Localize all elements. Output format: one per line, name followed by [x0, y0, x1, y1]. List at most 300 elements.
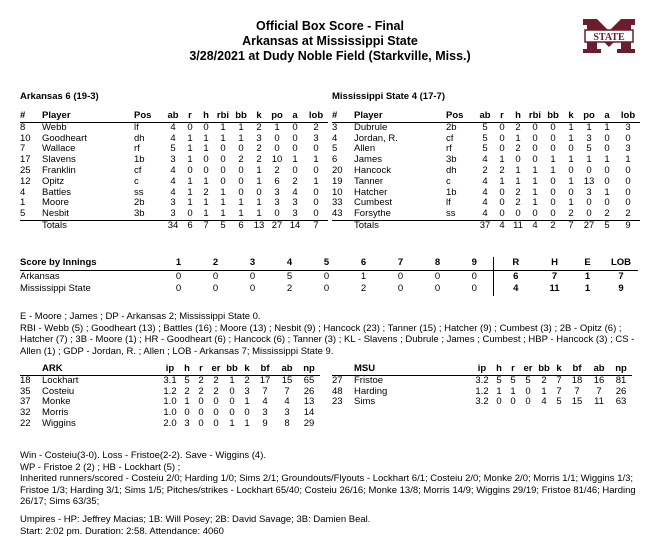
column-header: np [298, 364, 320, 375]
rhe-value: 6 [493, 270, 538, 283]
rbi-note: RBI - Webb (5) ; Goodheart (13) ; Battles (16) ; Moore (13) ; Nesbit (9) ; Hancock (23) ; Tanner (15) ; Hatcher (9) ; Cumbest (3) ; 2B - Opitz (6) ; [20, 322, 622, 334]
table-cell: 43 [332, 208, 343, 220]
inning-runs: 1 [360, 270, 367, 282]
column-header: Pos [134, 111, 164, 122]
table-cell: Lockhart [42, 374, 79, 386]
column-header: rbi [526, 111, 544, 122]
table-cell: Cumbest [354, 197, 393, 209]
table-cell: 0 [625, 197, 631, 209]
table-cell: 1 [568, 132, 574, 144]
page-title: Official Box Score - Final [256, 19, 404, 33]
table-cell: 2 [256, 121, 262, 133]
table-cell: 1 [550, 164, 556, 176]
table-cell: 1 [184, 396, 190, 408]
table-cell: 4 [170, 164, 176, 176]
table-cell: Webb [42, 121, 67, 133]
table-cell: 29 [303, 417, 315, 429]
table-cell: 1 [568, 197, 574, 209]
table-cell: Fristoe [354, 374, 384, 386]
inning-runs: 0 [323, 283, 330, 295]
table-cell: 1 [220, 186, 226, 198]
table-cell: 3 [586, 186, 592, 198]
team-name: Mississippi State [20, 283, 91, 295]
pitching-header-row [332, 364, 632, 375]
table-cell: 2 [198, 374, 204, 386]
table-cell: 0 [499, 186, 505, 198]
table-cell: 7 [556, 385, 562, 397]
table-cell: 0 [532, 143, 538, 155]
column-header: h [180, 364, 194, 375]
table-cell: Forsythe [354, 208, 391, 220]
table-cell: 2 [568, 208, 574, 220]
column-header: r [506, 364, 520, 375]
column-header: er [208, 364, 224, 375]
visitor-pitching-table [20, 364, 320, 430]
lob-note: Allen (1) ; GDP - Jordan, R. ; Allen ; LOB - Arkansas 7; Mississippi State 9. [20, 345, 334, 357]
table-cell: Dubrule [354, 121, 388, 133]
table-cell: 2 [625, 208, 631, 220]
inning-runs: 0 [471, 283, 477, 295]
player-row [20, 209, 328, 220]
table-cell: 5 [556, 396, 562, 408]
table-cell: Hatcher [354, 186, 388, 198]
player-row [20, 177, 328, 188]
column-header: r [182, 111, 198, 122]
table-cell: 0 [313, 143, 319, 155]
table-cell: 6 [332, 154, 338, 166]
table-cell: 1.0 [163, 407, 177, 419]
column-header: bb [224, 364, 240, 375]
table-cell: 1 [586, 154, 592, 166]
inning-runs: 0 [212, 283, 219, 295]
table-cell: 1 [568, 175, 574, 187]
column-header: rbi [214, 111, 232, 122]
totals-cell: 7 [304, 220, 328, 231]
table-cell: 1 [187, 175, 193, 187]
column-header: Pos [446, 111, 476, 122]
table-cell: 1 [515, 132, 521, 144]
table-cell: 0 [238, 186, 244, 198]
table-cell: 1 [220, 121, 226, 133]
table-cell: 1.0 [163, 396, 177, 408]
totals-cell: 13 [250, 220, 268, 231]
table-cell: 1 [203, 175, 209, 187]
table-cell: 22 [20, 417, 31, 429]
player-row [332, 177, 640, 188]
rhe-value: 4 [493, 283, 538, 296]
table-cell: 0 [220, 143, 226, 155]
table-cell: 0 [568, 143, 574, 155]
inning-header: 1 [160, 257, 197, 270]
table-cell: 10 [20, 132, 31, 144]
table-cell: 0 [238, 175, 244, 187]
table-cell: 0 [292, 164, 298, 176]
table-cell: lf [446, 197, 451, 209]
column-header: bb [232, 111, 250, 122]
table-cell: 2 [244, 374, 250, 386]
table-cell: 0 [550, 143, 556, 155]
table-cell: 1 [625, 154, 631, 166]
table-cell: 2 [515, 197, 521, 209]
table-cell: Wallace [42, 143, 76, 155]
table-cell: 0 [187, 164, 193, 176]
totals-cell [134, 220, 164, 231]
table-cell: 1 [532, 164, 538, 176]
rhe-value: 9 [618, 283, 624, 295]
column-header: po [580, 111, 598, 122]
table-cell: 0 [625, 164, 631, 176]
table-cell: 1 [313, 154, 319, 166]
column-header: bf [254, 364, 276, 375]
mississippi-state-logo [581, 17, 637, 55]
table-cell: 0 [586, 208, 592, 220]
table-cell: 25 [20, 164, 31, 176]
table-cell: 2 [515, 143, 521, 155]
table-cell: rf [134, 143, 140, 155]
table-cell: 0 [213, 407, 219, 419]
table-cell: 0 [313, 164, 319, 176]
inning-header: 9 [456, 257, 493, 270]
column-header: ab [588, 364, 610, 375]
table-cell: 1b [134, 154, 145, 166]
table-cell: 1 [604, 154, 610, 166]
errors-dp-note: E - Moore ; James ; DP - Arkansas 2; Mississippi State 0. [20, 311, 261, 322]
table-cell: 7 [556, 374, 562, 386]
team-name: Arkansas [20, 270, 60, 282]
table-cell: 3 [586, 132, 592, 144]
table-cell: 0 [220, 154, 226, 166]
table-cell: Monke [42, 396, 71, 408]
totals-cell: 11 [510, 220, 526, 231]
table-cell: 0 [532, 121, 538, 133]
column-header: np [610, 364, 632, 375]
player-row [332, 209, 640, 220]
innings-header-row [20, 257, 638, 270]
table-cell: Moore [42, 197, 69, 209]
table-cell: 0 [550, 132, 556, 144]
table-cell: 0 [499, 197, 505, 209]
column-header: k [250, 111, 268, 122]
table-cell: 1 [238, 132, 244, 144]
table-cell: 4 [332, 132, 338, 144]
table-cell: 0 [313, 208, 319, 220]
table-cell: 3.2 [475, 374, 489, 386]
table-cell: 0 [198, 417, 204, 429]
table-cell: 2 [256, 154, 262, 166]
table-cell: 1 [550, 154, 556, 166]
totals-cell: Totals [42, 220, 134, 231]
table-cell: 1 [274, 121, 280, 133]
table-cell: Costeiu [42, 385, 75, 397]
team-line-row [20, 283, 638, 296]
home-batting-table [332, 111, 640, 232]
totals-cell: 6 [182, 220, 198, 231]
table-cell: 0 [604, 164, 610, 176]
inherited-runners-note: Inherited runners/scored - Costeiu 2/0; Harding 1/0; Sims 2/1; Groundouts/Flyouts - Lockhart 6/1; Costeiu 2/0; Monke 2/0; Morris 1/1; Wiggins 1/3; [20, 473, 634, 484]
rhe-value: 7 [618, 270, 624, 282]
column-header: ip [472, 364, 492, 375]
rhe-value: 11 [549, 283, 560, 295]
wp-hb-note: WP - Fristoe 2 (2) ; HB - Lockhart (5) ; [20, 461, 181, 473]
visitor-batting-table [20, 111, 328, 232]
table-cell: 1 [515, 175, 521, 187]
table-cell: 2 [313, 121, 319, 133]
inning-runs: 2 [286, 283, 293, 295]
table-cell: 1 [187, 143, 193, 155]
game-notes [20, 311, 645, 357]
table-cell: 1 [238, 208, 244, 220]
table-cell: 4 [170, 132, 176, 144]
column-header: r [194, 364, 208, 375]
inning-header: 4 [271, 257, 308, 270]
rhe-value: 1 [584, 270, 591, 282]
totals-cell: 34 [164, 220, 182, 231]
batting-header-row [332, 111, 640, 122]
table-cell: 0 [292, 132, 298, 144]
table-cell: 5 [496, 374, 502, 386]
table-cell: 0 [625, 186, 631, 198]
table-cell: 1 [187, 186, 193, 198]
table-cell: 11 [594, 396, 604, 408]
table-cell: ss [134, 186, 144, 198]
table-cell: 2 [515, 121, 521, 133]
table-cell: James [354, 154, 382, 166]
table-cell: 5 [482, 132, 488, 144]
table-cell: 4 [284, 396, 290, 408]
table-cell: 0 [550, 197, 556, 209]
table-cell: 26 [303, 385, 315, 397]
table-cell: 0 [515, 208, 521, 220]
table-cell: 0 [568, 164, 574, 176]
table-cell: 0 [274, 132, 280, 144]
table-cell: 12 [20, 175, 31, 187]
table-cell: rf [446, 143, 452, 155]
table-cell: 2 [203, 186, 209, 198]
umpires-note: Umpires - HP: Jeffrey Macias; 1B: Will Posey; 2B: David Savage; 3B: Damien Beal. [20, 514, 371, 525]
table-cell: 1 [586, 121, 592, 133]
table-cell: 0 [198, 396, 204, 408]
table-cell: 4 [482, 186, 488, 198]
table-cell: 4 [170, 175, 176, 187]
table-cell: 2 [541, 374, 547, 386]
table-cell: 3 [332, 121, 338, 133]
table-cell: Morris [42, 407, 69, 419]
table-cell: ss [446, 208, 456, 220]
table-cell: 3 [625, 121, 631, 133]
table-cell: 0 [568, 186, 574, 198]
table-cell: 2.0 [163, 417, 177, 429]
totals-cell: 4 [494, 220, 510, 231]
score-title: Score by Innings [20, 257, 160, 270]
inning-header: 5 [308, 257, 345, 270]
table-cell: 7 [262, 385, 268, 397]
table-cell: c [134, 175, 139, 187]
decisions-note: Win - Costeiu(3-0). Loss - Fristoe(2-2). Save - Wiggins (4). [20, 450, 267, 461]
inning-header: 2 [197, 257, 234, 270]
table-cell: 3 [274, 197, 280, 209]
table-cell: 0 [203, 164, 209, 176]
table-cell: 0 [292, 121, 298, 133]
matchup-title: Arkansas at Mississippi State [242, 34, 418, 48]
table-cell: 0 [532, 154, 538, 166]
inning-runs: 0 [471, 270, 477, 282]
table-cell: 2 [515, 186, 521, 198]
column-header: bb [544, 111, 562, 122]
column-header: # [332, 111, 354, 122]
table-cell: cf [134, 164, 142, 176]
table-cell: 27 [332, 374, 343, 386]
table-cell: 1 [244, 417, 250, 429]
table-cell: 1 [203, 132, 209, 144]
table-cell: 5 [525, 374, 531, 386]
table-cell: 1 [229, 374, 235, 386]
inning-runs: 0 [175, 283, 182, 295]
column-header: # [20, 111, 42, 122]
table-cell: 0 [532, 132, 538, 144]
table-cell: 1 [292, 154, 298, 166]
table-cell: 1.2 [163, 385, 177, 397]
table-cell: 26 [615, 385, 627, 397]
table-cell: 0 [525, 396, 531, 408]
table-cell: 1 [244, 396, 250, 408]
column-header: h [492, 364, 506, 375]
table-cell: 2 [238, 154, 244, 166]
column-header: bb [536, 364, 552, 375]
table-cell: 35 [20, 385, 31, 397]
table-cell: 19 [332, 175, 343, 187]
visitor-heading: Arkansas 6 (19-3) [20, 91, 99, 102]
table-cell: Tanner [354, 175, 384, 187]
column-header: h [198, 111, 214, 122]
officials [20, 514, 645, 537]
column-header: ab [164, 111, 182, 122]
rhe-value: 1 [584, 283, 591, 295]
table-cell: 4 [482, 154, 488, 166]
table-cell: 0 [220, 175, 226, 187]
table-cell: 0 [550, 121, 556, 133]
table-cell: 0 [515, 154, 521, 166]
table-cell: 4 [482, 208, 488, 220]
table-cell: 4 [20, 186, 26, 198]
table-cell: 17 [20, 154, 31, 166]
totals-cell [332, 220, 354, 231]
team-header: ARK [42, 364, 160, 375]
table-cell: 0 [550, 208, 556, 220]
table-cell: 6 [274, 175, 280, 187]
table-cell: 4 [170, 121, 176, 133]
game-info-note: Start: 2:02 pm. Duration: 2:58. Attendance: 4060 [20, 525, 224, 537]
column-header: er [520, 364, 536, 375]
table-cell: Nesbit [42, 208, 69, 220]
table-cell: 32 [20, 407, 31, 419]
table-cell: 17 [259, 374, 271, 386]
table-cell: 1.2 [475, 385, 489, 397]
table-cell: 3 [292, 197, 298, 209]
rhe-header: R [493, 257, 538, 270]
table-cell: 1 [256, 164, 262, 176]
inning-header: 7 [382, 257, 419, 270]
inning-runs: 0 [434, 283, 441, 295]
column-header: Player [354, 111, 446, 122]
inning-runs: 0 [397, 283, 404, 295]
table-cell: 23 [332, 396, 343, 408]
column-header: bf [566, 364, 588, 375]
table-cell: 1 [238, 197, 244, 209]
inning-runs: 5 [286, 270, 293, 282]
table-cell: 0 [496, 396, 502, 408]
totals-cell: 9 [616, 220, 640, 231]
table-cell: 0 [187, 208, 193, 220]
table-cell: 1b [446, 186, 457, 198]
inning-header: 8 [419, 257, 456, 270]
table-cell: 0 [604, 143, 610, 155]
table-cell: 0 [213, 396, 219, 408]
table-cell: 5 [170, 143, 176, 155]
table-cell: 1 [604, 121, 610, 133]
totals-cell: 7 [562, 220, 580, 231]
table-cell: 2 [198, 385, 204, 397]
column-header: ip [160, 364, 180, 375]
rhe-header: LOB [604, 257, 638, 270]
column-header: po [268, 111, 286, 122]
table-cell: 14 [303, 407, 315, 419]
table-cell: 1 [568, 121, 574, 133]
table-cell: 5 [482, 121, 488, 133]
table-cell: 0 [198, 407, 204, 419]
inning-header: 6 [345, 257, 382, 270]
table-cell: dh [134, 132, 145, 144]
table-cell: 0 [499, 143, 505, 155]
table-cell: 0 [274, 143, 280, 155]
table-cell: 1 [229, 417, 235, 429]
team-line-row [20, 270, 638, 283]
table-cell: 5 [510, 374, 516, 386]
table-cell: 1 [187, 197, 193, 209]
table-cell: 9 [262, 417, 268, 429]
table-cell: 1 [20, 197, 26, 209]
table-cell: 37 [20, 396, 31, 408]
table-cell: 3 [244, 385, 250, 397]
table-cell: 2 [274, 164, 280, 176]
totals-row [20, 220, 328, 231]
table-cell: Wiggins [42, 417, 76, 429]
team-header: MSU [354, 364, 472, 375]
column-header [332, 364, 354, 375]
table-cell: 1 [256, 197, 262, 209]
table-cell: 1 [532, 197, 538, 209]
table-cell: 0 [625, 175, 631, 187]
column-header [20, 364, 42, 375]
table-cell: 2b [446, 121, 457, 133]
inning-runs: 2 [360, 283, 367, 295]
table-cell: 5 [20, 208, 26, 220]
table-cell: 7 [284, 385, 290, 397]
table-cell: 1 [510, 385, 516, 397]
table-cell: 5 [482, 143, 488, 155]
column-header: lob [616, 111, 640, 122]
table-cell: Franklin [42, 164, 76, 176]
table-cell: 7 [20, 143, 26, 155]
column-header: ab [476, 111, 494, 122]
table-cell: 1 [203, 197, 209, 209]
table-cell: 1 [604, 186, 610, 198]
table-cell: 2 [292, 175, 298, 187]
table-cell: 0 [213, 417, 219, 429]
table-cell: 2 [213, 385, 219, 397]
table-cell: 3 [284, 407, 290, 419]
table-cell: 0 [604, 175, 610, 187]
table-cell: 3 [170, 208, 176, 220]
